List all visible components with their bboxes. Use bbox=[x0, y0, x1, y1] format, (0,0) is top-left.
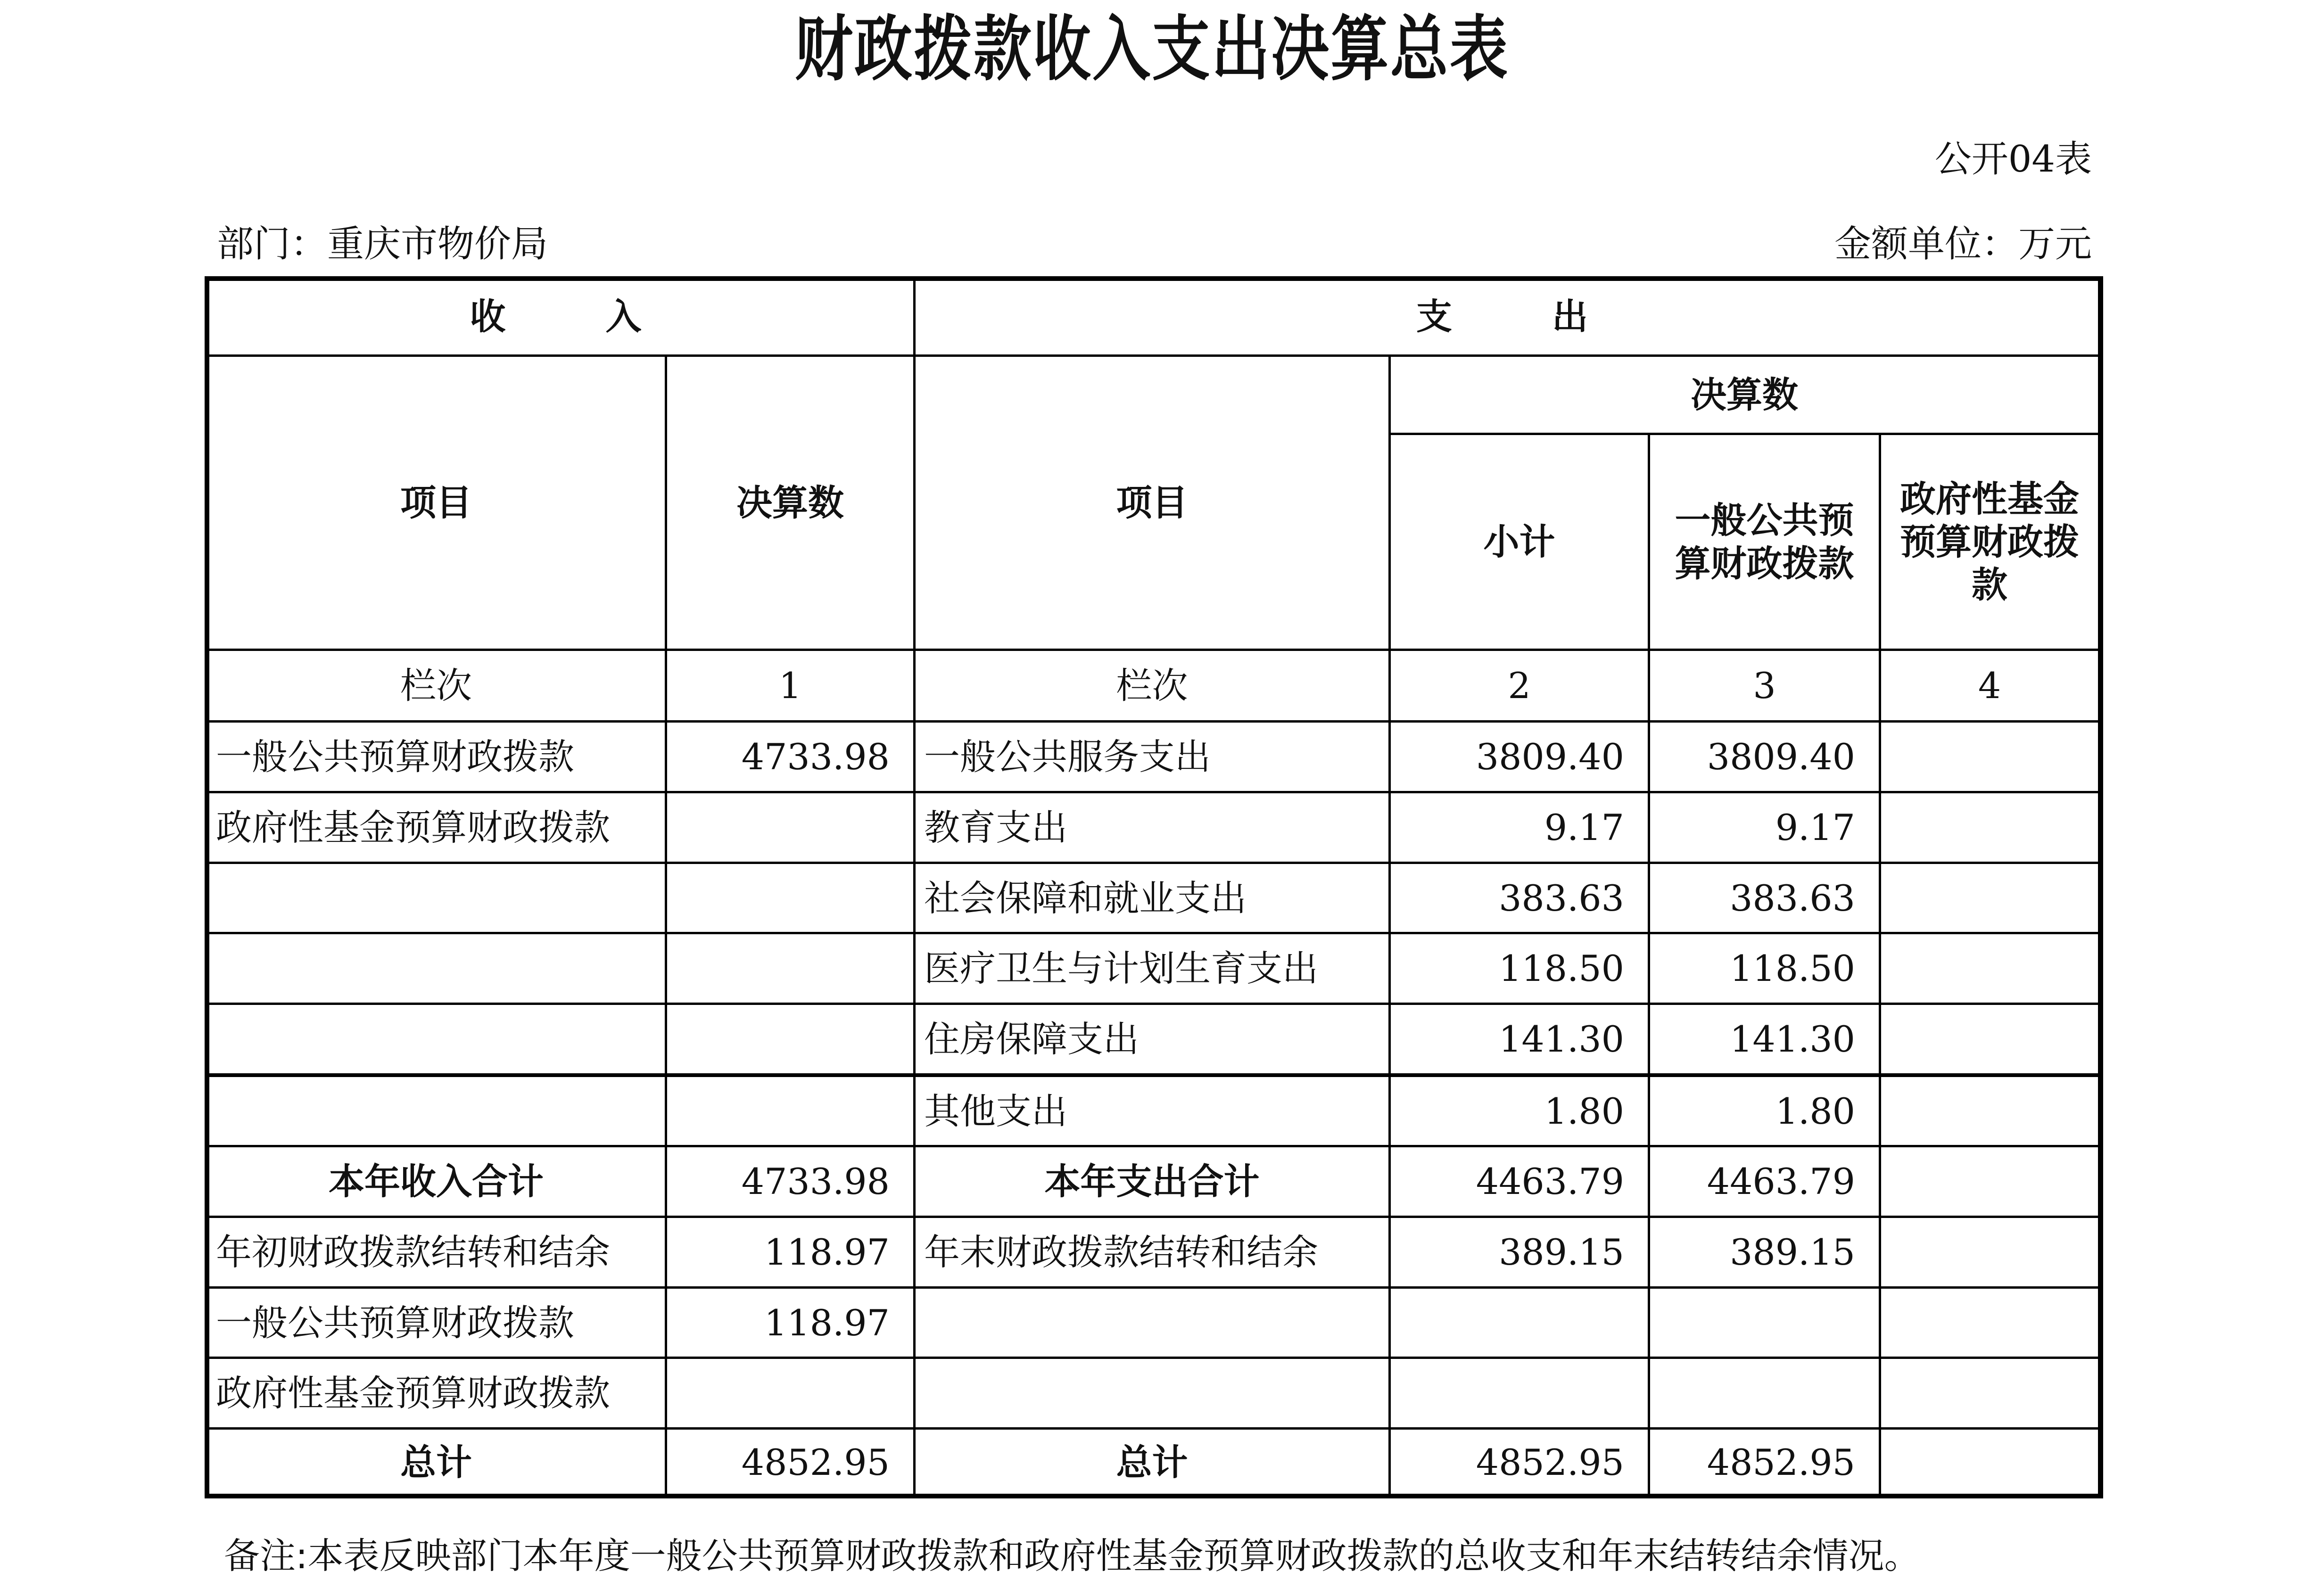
general-budget-cell: 389.15 bbox=[1648, 1216, 1881, 1289]
department-label: 部门：重庆市物价局 bbox=[217, 223, 548, 265]
gov-fund-cell bbox=[1879, 932, 2100, 1005]
general-budget-cell bbox=[1648, 1357, 1881, 1430]
income-amount-cell: 4733.98 bbox=[665, 720, 916, 793]
expense-item-cell bbox=[913, 1357, 1391, 1430]
general-budget-cell: 1.80 bbox=[1648, 1075, 1881, 1148]
subtotal-cell: 3809.40 bbox=[1388, 720, 1650, 793]
general-budget-cell bbox=[1648, 1286, 1881, 1359]
income-amount-cell bbox=[665, 862, 916, 935]
gov-fund-header: 政府性基金预算财政拨款 bbox=[1879, 433, 2100, 651]
col-label-expense: 栏次 bbox=[913, 649, 1391, 723]
gov-fund-cell bbox=[1879, 720, 2100, 793]
income-section-header: 收 入 bbox=[205, 277, 916, 357]
general-budget-cell: 3809.40 bbox=[1648, 720, 1881, 793]
income-amount-cell bbox=[665, 1075, 916, 1148]
income-item-cell: 一般公共预算财政拨款 bbox=[205, 1286, 667, 1359]
col-index-3: 3 bbox=[1648, 649, 1881, 723]
general-budget-cell: 141.30 bbox=[1648, 1003, 1881, 1076]
income-item-cell: 年初财政拨款结转和结余 bbox=[205, 1216, 667, 1289]
expense-item-cell: 一般公共服务支出 bbox=[913, 720, 1391, 793]
income-amount-cell bbox=[665, 1003, 916, 1076]
income-item-header: 项目 bbox=[205, 354, 667, 651]
page-title: 财政拨款收入支出决算总表 bbox=[794, 8, 1510, 90]
expense-item-cell: 总计 bbox=[913, 1427, 1391, 1498]
income-amount-header: 决算数 bbox=[665, 354, 916, 651]
expense-item-cell: 其他支出 bbox=[913, 1075, 1391, 1148]
income-amount-cell bbox=[665, 932, 916, 1005]
col-index-4: 4 bbox=[1879, 649, 2100, 723]
income-amount-cell: 4733.98 bbox=[665, 1145, 916, 1218]
unit-label: 金额单位：万元 bbox=[1834, 223, 2092, 265]
gov-fund-cell bbox=[1879, 1286, 2100, 1359]
expense-item-cell: 教育支出 bbox=[913, 791, 1391, 864]
gov-fund-cell bbox=[1879, 1075, 2100, 1148]
subtotal-cell: 4463.79 bbox=[1388, 1145, 1650, 1218]
expense-item-cell: 本年支出合计 bbox=[913, 1145, 1391, 1218]
income-item-cell bbox=[205, 1075, 667, 1148]
expense-item-header: 项目 bbox=[913, 354, 1391, 651]
income-item-cell bbox=[205, 862, 667, 935]
income-item-cell bbox=[205, 932, 667, 1005]
income-item-cell: 本年收入合计 bbox=[205, 1145, 667, 1218]
subtotal-cell: 141.30 bbox=[1388, 1003, 1650, 1076]
income-amount-cell: 4852.95 bbox=[665, 1427, 916, 1498]
expense-item-cell: 年末财政拨款结转和结余 bbox=[913, 1216, 1391, 1289]
general-budget-cell: 9.17 bbox=[1648, 791, 1881, 864]
income-item-cell: 政府性基金预算财政拨款 bbox=[205, 791, 667, 864]
subtotal-cell bbox=[1388, 1357, 1650, 1430]
income-item-cell: 政府性基金预算财政拨款 bbox=[205, 1357, 667, 1430]
general-budget-cell: 4463.79 bbox=[1648, 1145, 1881, 1218]
gov-fund-cell bbox=[1879, 1003, 2100, 1076]
income-amount-cell: 118.97 bbox=[665, 1216, 916, 1289]
subtotal-cell bbox=[1388, 1286, 1650, 1359]
subtotal-cell: 389.15 bbox=[1388, 1216, 1650, 1289]
col-index-2: 2 bbox=[1388, 649, 1650, 723]
income-item-cell: 一般公共预算财政拨款 bbox=[205, 720, 667, 793]
expense-item-cell: 社会保障和就业支出 bbox=[913, 862, 1391, 935]
subtotal-header: 小计 bbox=[1388, 433, 1650, 651]
subtotal-cell: 1.80 bbox=[1388, 1075, 1650, 1148]
income-amount-cell: 118.97 bbox=[665, 1286, 916, 1359]
subtotal-cell: 118.50 bbox=[1388, 932, 1650, 1005]
gov-fund-cell bbox=[1879, 1357, 2100, 1430]
income-amount-cell bbox=[665, 791, 916, 864]
subtotal-cell: 383.63 bbox=[1388, 862, 1650, 935]
general-budget-header: 一般公共预算财政拨款 bbox=[1648, 433, 1881, 651]
col-index-1: 1 bbox=[665, 649, 916, 723]
gov-fund-cell bbox=[1879, 1145, 2100, 1218]
general-budget-cell: 4852.95 bbox=[1648, 1427, 1881, 1498]
income-amount-cell bbox=[665, 1357, 916, 1430]
income-item-cell: 总计 bbox=[205, 1427, 667, 1498]
subtotal-cell: 4852.95 bbox=[1388, 1427, 1650, 1498]
general-budget-cell: 118.50 bbox=[1648, 932, 1881, 1005]
gov-fund-cell bbox=[1879, 1216, 2100, 1289]
gov-fund-cell bbox=[1879, 862, 2100, 935]
expense-section-header: 支 出 bbox=[913, 277, 2100, 357]
general-budget-cell: 383.63 bbox=[1648, 862, 1881, 935]
gov-fund-cell bbox=[1879, 791, 2100, 864]
expense-item-cell: 住房保障支出 bbox=[913, 1003, 1391, 1076]
expense-item-cell bbox=[913, 1286, 1391, 1359]
col-label-income: 栏次 bbox=[205, 649, 667, 723]
gov-fund-cell bbox=[1879, 1427, 2100, 1498]
expense-item-cell: 医疗卫生与计划生育支出 bbox=[913, 932, 1391, 1005]
footnote: 备注:本表反映部门本年度一般公共预算财政拨款和政府性基金预算财政拨款的总收支和年末结转结余情况。 bbox=[224, 1535, 1920, 1577]
subtotal-cell: 9.17 bbox=[1388, 791, 1650, 864]
expense-amount-group-header: 决算数 bbox=[1388, 354, 2100, 435]
income-item-cell bbox=[205, 1003, 667, 1076]
table-code: 公开04表 bbox=[1934, 138, 2092, 181]
